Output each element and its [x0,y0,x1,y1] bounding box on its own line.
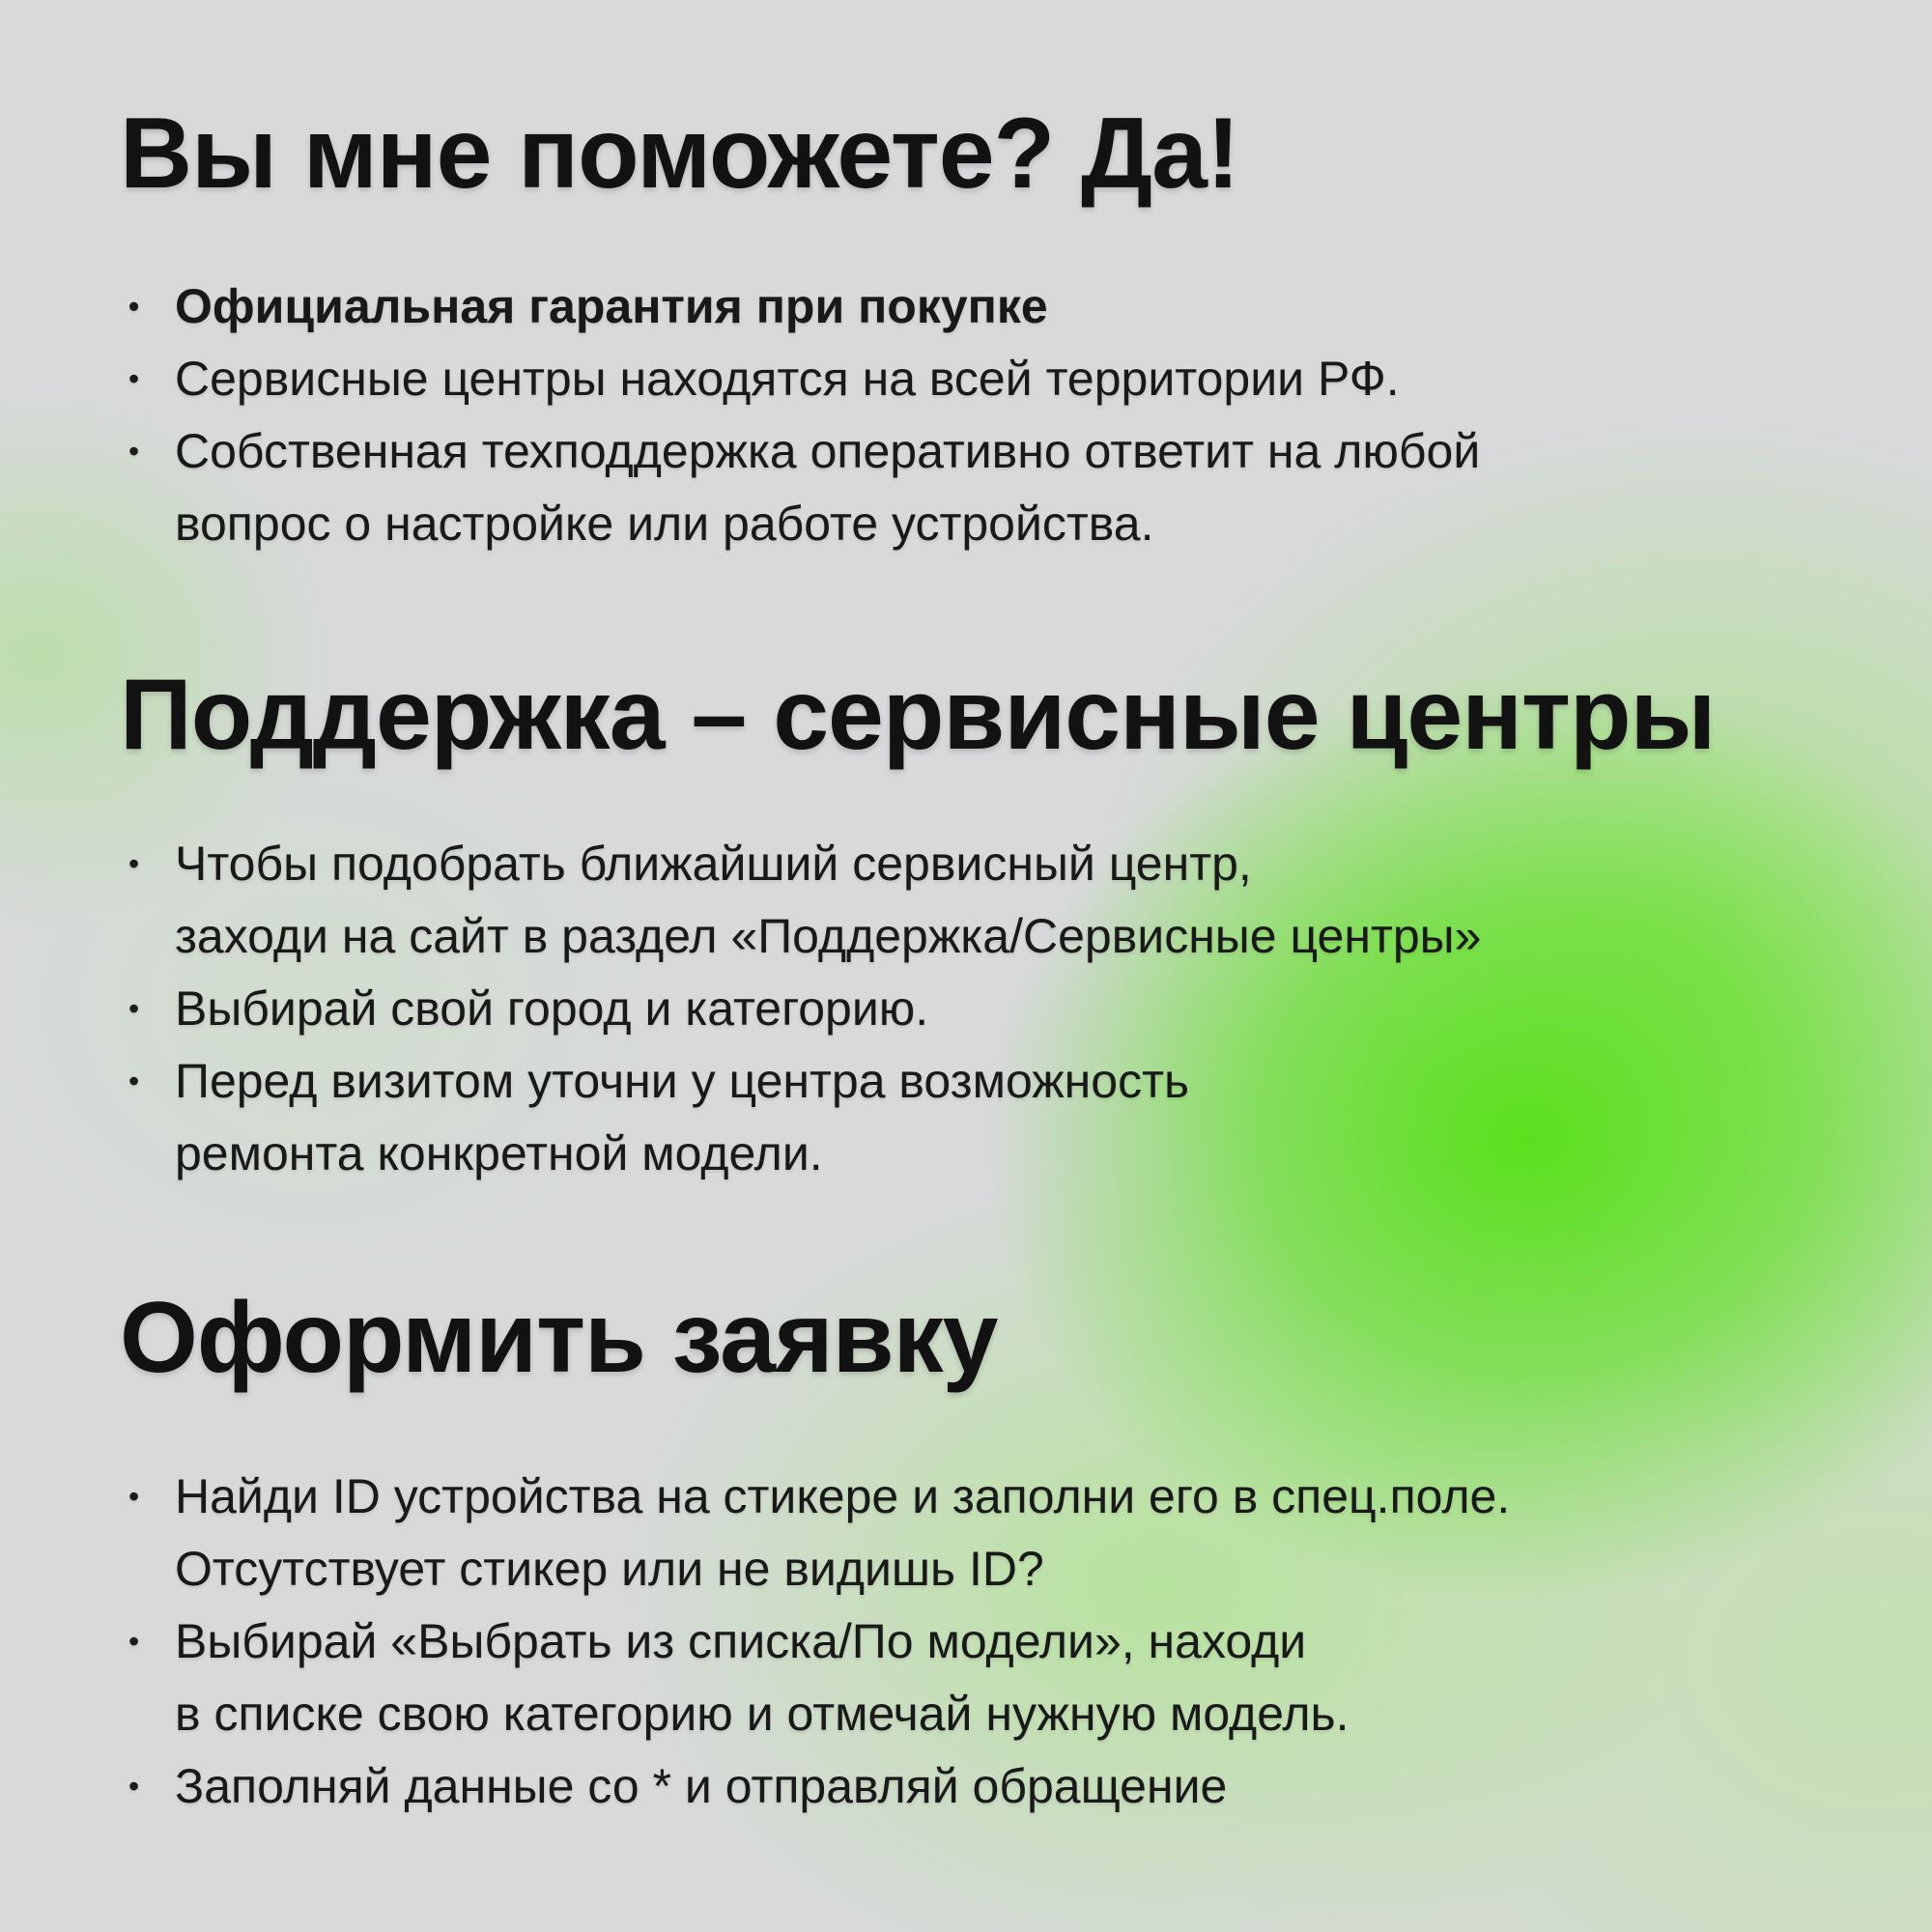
bullet-icon: • [128,434,140,469]
bullet-icon: • [128,1064,140,1098]
bullet-text: Чтобы подобрать ближайший сервисный центр, заходи на сайт в раздел «Поддержка/Сервисные центры» [175,837,1482,963]
bullet-icon: • [128,991,140,1026]
bullet-text: Сервисные центры находятся на всей территории РФ. [175,352,1400,406]
bullet-icon: • [128,1769,140,1804]
bullet-text: Выбирай свой город и категорию. [175,981,929,1036]
list-item [120,973,1481,1045]
bullet-text: Выбирай «Выбрать из списка/По модели», находи в списке свою категорию и отмечай нужную модель. [175,1614,1350,1741]
list-item [120,270,1480,343]
bullet-text: Собственная техподдержка оперативно ответит на любой вопрос о настройке или работе устройства. [175,424,1481,551]
list-item [120,1045,1481,1190]
list-item [120,1605,1510,1750]
bullet-icon: • [128,289,140,324]
bullet-text: Заполняй данные со * и отправляй обращение [175,1759,1228,1813]
section-guarantee-bullet-list [120,270,1480,560]
section-submit-request-bullet-list [120,1461,1510,1823]
bullet-icon: • [128,361,140,396]
bullet-text: Перед визитом уточни у центра возможность ремонта конкретной модели. [175,1054,1190,1180]
bullet-icon: • [128,846,140,881]
section-service-centers-heading: Поддержка – сервисные центры [120,659,1716,771]
section-submit-request-heading: Оформить заявку [120,1282,998,1394]
bullet-icon: • [128,1624,140,1659]
section-service-centers-bullet-list [120,828,1481,1190]
bullet-icon: • [128,1479,140,1514]
section-guarantee-heading: Вы мне поможете? Да! [120,98,1239,210]
bullet-text: Найди ID устройства на стикере и заполни его в спец.поле. Отсутствует стикер или не видишь ID? [175,1469,1511,1596]
list-item [120,415,1480,560]
list-item [120,828,1481,973]
bullet-text: Официальная гарантия при покупке [175,279,1048,333]
list-item [120,343,1480,415]
list-item [120,1750,1510,1823]
list-item [120,1461,1510,1605]
